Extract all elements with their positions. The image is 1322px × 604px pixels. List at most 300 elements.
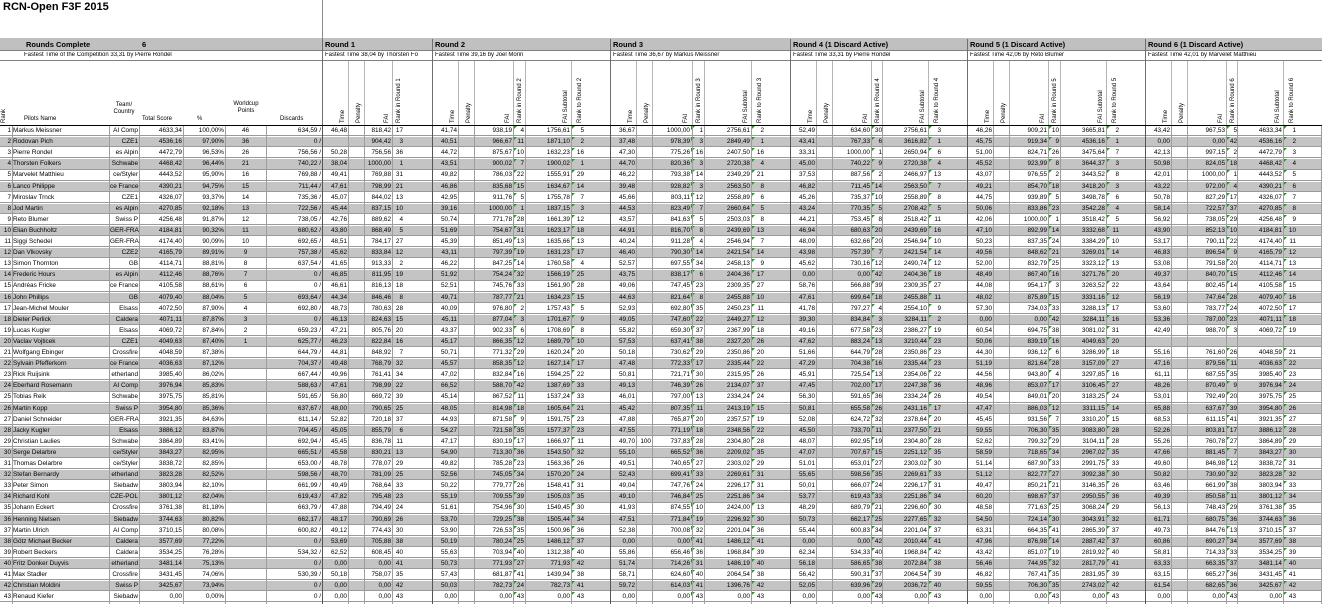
round-2-subtotal-cell[interactable]: 1486,12 [546, 537, 570, 545]
rank-cell[interactable]: 36 [3, 515, 11, 523]
round-3-rank-to-round-cell[interactable]: 39 [756, 548, 764, 556]
round-4-rank-to-round-cell[interactable]: 41 [933, 537, 941, 545]
round-4-subtotal-cell[interactable]: 2404,36 [903, 271, 927, 279]
round-4-subtotal-cell[interactable]: 2277,65 [903, 515, 927, 523]
round-3-penalty-cell[interactable] [636, 159, 652, 169]
round-1-penalty-cell[interactable] [348, 226, 364, 236]
round-5-time-cell[interactable]: 45,45 [976, 415, 992, 423]
round-3-penalty-cell[interactable] [636, 426, 652, 436]
round-6-penalty-cell[interactable] [1171, 581, 1187, 591]
round-2-rank-to-round-cell[interactable]: 22 [576, 371, 584, 379]
round-6-fai-cell[interactable]: 690,27 [1205, 537, 1225, 545]
round-1-time-cell[interactable]: 52,82 [331, 415, 347, 423]
round-4-subtotal-cell[interactable]: 2756,61 [903, 127, 927, 134]
round-6-rank-cell[interactable]: 17 [1229, 426, 1237, 434]
column-header-round-rank-to-round[interactable]: Rank to Round 4 [934, 77, 940, 123]
round-3-fai-cell[interactable]: 746,84 [670, 493, 690, 501]
round-5-time-cell[interactable]: 45,52 [976, 160, 992, 168]
round-2-rank-to-round-cell[interactable]: 3 [580, 204, 584, 212]
round-5-fai-cell[interactable]: 954,17 [1027, 282, 1047, 290]
round-4-time-cell[interactable]: 52,49 [799, 127, 815, 134]
round-2-rank-cell[interactable]: 11 [517, 138, 524, 146]
round-1-rank-cell[interactable]: 26 [395, 515, 403, 523]
total-score-cell[interactable]: 4114,71 [159, 260, 182, 268]
percent-cell[interactable]: 88,76% [202, 271, 224, 279]
round-1-rank-cell[interactable]: 39 [395, 393, 403, 401]
discards-cell[interactable]: 738,05 / [297, 215, 321, 223]
round-2-rank-to-round-cell[interactable]: 25 [576, 271, 584, 279]
round-1-rank-cell[interactable]: 41 [395, 559, 403, 567]
team-cell[interactable]: ce/Styler [113, 448, 138, 456]
round-5-subtotal-cell[interactable]: 3146,35 [1081, 482, 1105, 490]
round-2-rank-to-round-cell[interactable]: 32 [576, 448, 584, 456]
round-4-rank-cell[interactable]: 14 [874, 182, 882, 190]
round-1-rank-cell[interactable]: 42 [395, 582, 403, 590]
total-score-cell[interactable]: 3761,38 [158, 504, 182, 512]
round-5-penalty-cell[interactable] [993, 237, 1009, 247]
round-6-penalty-cell[interactable] [1171, 215, 1187, 225]
round-4-fai-cell[interactable]: 1000,00 [846, 149, 870, 157]
round-6-subtotal-cell[interactable]: 4165,79 [1258, 249, 1282, 257]
round-4-rank-to-round-cell[interactable]: 23 [933, 349, 941, 356]
round-4-subtotal-cell[interactable]: 3284,11 [904, 315, 927, 323]
worldcup-points-cell[interactable]: 15 [241, 182, 250, 190]
round-4-penalty-cell[interactable] [816, 148, 832, 158]
round-6-subtotal-cell[interactable]: 4536,16 [1258, 138, 1282, 146]
round-2-rank-cell[interactable]: 41 [516, 571, 524, 578]
round-5-subtotal-cell[interactable]: 2819,92 [1081, 548, 1105, 556]
round-6-time-cell[interactable]: 63,46 [1154, 482, 1170, 490]
round-4-fai-cell[interactable]: 797,27 [850, 304, 870, 312]
round-6-rank-cell[interactable]: 27 [1229, 437, 1237, 445]
round-6-penalty-cell[interactable] [1171, 126, 1187, 136]
round-4-rank-cell[interactable]: 20 [874, 226, 882, 234]
round-2-time-cell[interactable]: 50,19 [441, 537, 457, 545]
table-row[interactable] [0, 159, 1322, 169]
round-6-rank-cell[interactable]: 24 [1229, 304, 1237, 312]
round-2-fai-cell[interactable]: 902,33 [492, 326, 512, 334]
team-cell[interactable]: Swiss P [115, 404, 138, 412]
worldcup-points-cell[interactable]: 21 [241, 160, 250, 168]
round-4-penalty-cell[interactable] [816, 404, 832, 414]
round-3-rank-to-round-cell[interactable]: 21 [756, 171, 764, 179]
round-2-subtotal-cell[interactable]: 1439,94 [546, 571, 570, 578]
team-cell[interactable]: GER-FRA [110, 415, 139, 423]
round-1-penalty-cell[interactable] [348, 570, 364, 580]
round-2-penalty-cell[interactable] [458, 170, 474, 180]
round-3-penalty-cell[interactable]: 100 [640, 437, 651, 445]
round-2-rank-to-round-cell[interactable]: 4 [580, 260, 584, 268]
total-score-cell[interactable]: 3886,12 [158, 426, 182, 434]
round-3-fai-cell[interactable]: 746,39 [670, 382, 690, 390]
round-5-rank-to-round-cell[interactable]: 11 [1112, 226, 1119, 234]
round-3-subtotal-cell[interactable]: 1396,76 [726, 582, 750, 590]
round-5-rank-cell[interactable]: 1 [1055, 215, 1059, 223]
team-cell[interactable]: CZE1 [121, 193, 138, 201]
discards-cell[interactable]: 0 / [313, 559, 321, 567]
round-3-fai-cell[interactable]: 790,30 [670, 249, 690, 257]
team-cell[interactable]: Caldera [115, 537, 138, 545]
round-5-rank-to-round-cell[interactable]: 27 [1111, 382, 1119, 390]
round-6-penalty-cell[interactable] [1171, 470, 1187, 480]
round-1-rank-cell[interactable]: 4 [399, 215, 403, 223]
round-3-time-cell[interactable]: 52,38 [619, 526, 635, 534]
worldcup-points-cell[interactable]: 7 [243, 271, 248, 279]
round-6-subtotal-cell[interactable]: 4633,34 [1258, 127, 1282, 134]
round-6-rank-cell[interactable]: 20 [1229, 393, 1237, 401]
round-5-fai-cell[interactable]: 931,56 [1027, 415, 1047, 423]
round-2-subtotal-cell[interactable]: 1837,15 [546, 204, 570, 212]
round-2-rank-to-round-cell[interactable]: 2 [580, 138, 584, 146]
round-3-subtotal-cell[interactable]: 1968,84 [726, 548, 750, 556]
round-3-rank-to-round-cell[interactable]: 11 [757, 304, 764, 312]
round-6-subtotal-cell[interactable]: 4072,50 [1258, 304, 1282, 312]
rank-cell[interactable]: 18 [3, 315, 11, 323]
round-4-fai-cell[interactable]: 702,00 [850, 382, 870, 390]
round-3-rank-to-round-cell[interactable]: 18 [756, 326, 764, 334]
round-4-fai-cell[interactable]: 586,65 [850, 559, 870, 567]
round-6-penalty-cell[interactable] [1171, 381, 1187, 391]
round-6-subtotal-cell[interactable]: 4390,21 [1258, 182, 1282, 190]
round-2-rank-cell[interactable]: 32 [516, 271, 524, 279]
rank-cell[interactable]: 14 [3, 271, 11, 279]
round-6-fai-cell[interactable]: 988,70 [1205, 326, 1225, 334]
team-cell[interactable]: Crossfire [112, 504, 138, 512]
round-6-fai-cell[interactable]: 997,15 [1205, 149, 1225, 157]
round-1-rank-cell[interactable]: 25 [395, 471, 403, 479]
team-cell[interactable]: es Alpin [115, 204, 138, 212]
round-2-rank-cell[interactable]: 2 [520, 304, 524, 312]
round-2-fai-cell[interactable]: 835,68 [492, 182, 512, 190]
team-cell[interactable]: GER-FRA [110, 226, 139, 234]
round-6-rank-cell[interactable]: 5 [1233, 127, 1237, 134]
total-score-cell[interactable]: 3710,15 [158, 526, 182, 534]
round-6-penalty-cell[interactable] [1171, 237, 1187, 247]
round-5-time-cell[interactable]: 44,30 [976, 349, 992, 356]
round-5-rank-cell[interactable]: 17 [1051, 382, 1059, 390]
round-4-fai-cell[interactable]: 534,33 [850, 548, 870, 556]
round-5-fai-cell[interactable]: 853,07 [1027, 382, 1047, 390]
percent-cell[interactable]: 87,40% [202, 337, 224, 345]
round-2-rank-cell[interactable]: 10 [516, 149, 524, 157]
round-4-subtotal-cell[interactable]: 2546,94 [903, 238, 927, 245]
total-score-cell[interactable]: 3843,27 [158, 448, 182, 456]
round-2-fai-cell[interactable]: 851,49 [492, 238, 512, 245]
round-5-time-cell[interactable]: 60,20 [976, 493, 992, 501]
round-2-fai-cell[interactable]: 780,24 [492, 537, 512, 545]
round-6-rank-cell[interactable]: 2 [1233, 149, 1237, 157]
round-1-time-cell[interactable]: 50,28 [331, 149, 347, 157]
pilot-name-cell[interactable]: Rodovan Pich [13, 138, 53, 146]
round-2-subtotal-cell[interactable]: 1555,91 [546, 171, 570, 179]
round-5-penalty-cell[interactable] [993, 526, 1009, 536]
round-6-time-cell[interactable]: 48,26 [1154, 382, 1170, 390]
round-4-subtotal-cell[interactable]: 2303,02 [903, 460, 927, 467]
round-1-time-cell[interactable]: 49,96 [331, 371, 347, 379]
round-2-time-cell[interactable]: 42,95 [441, 193, 457, 201]
round-1-rank-cell[interactable]: 18 [395, 282, 403, 290]
round-4-time-cell[interactable]: 53,77 [799, 493, 815, 501]
round-6-time-cell[interactable]: 43,90 [1154, 226, 1170, 234]
round-2-time-cell[interactable]: 49,82 [441, 460, 457, 467]
round-5-subtotal-cell[interactable]: 2831,95 [1081, 571, 1105, 578]
round-4-time-cell[interactable]: 43,41 [799, 138, 815, 146]
round-6-subtotal-cell[interactable]: 3975,75 [1258, 393, 1282, 401]
round-4-rank-to-round-cell[interactable]: 23 [933, 337, 941, 345]
discards-cell[interactable]: 735,36 / [297, 193, 321, 201]
round-1-rank-cell[interactable]: 25 [395, 404, 403, 412]
round-5-fai-cell[interactable]: 886,03 [1027, 404, 1047, 412]
round-2-subtotal-cell[interactable]: 1500,96 [546, 526, 570, 534]
round-6-subtotal-cell[interactable]: 4326,07 [1258, 193, 1282, 201]
round-1-time-cell[interactable]: 48,73 [331, 304, 347, 312]
round-4-subtotal-cell[interactable]: 2269,61 [903, 471, 927, 479]
round-1-fai-cell[interactable]: 784,17 [371, 238, 391, 245]
round-2-penalty-cell[interactable] [458, 226, 474, 236]
round-2-fai-cell[interactable]: 729,25 [492, 515, 512, 523]
worldcup-points-cell[interactable] [225, 492, 266, 502]
round-4-penalty-cell[interactable] [816, 270, 832, 280]
round-3-rank-cell[interactable]: 40 [695, 571, 703, 578]
round-4-time-cell[interactable]: 45,62 [799, 260, 815, 268]
round-2-subtotal-cell[interactable]: 1701,67 [546, 315, 570, 323]
rank-cell[interactable]: 6 [7, 182, 11, 190]
percent-cell[interactable]: 87,12% [202, 360, 224, 368]
round-4-subtotal-cell[interactable]: 2490,74 [903, 260, 927, 268]
worldcup-points-cell[interactable] [225, 381, 266, 391]
round-6-fai-cell[interactable]: 881,45 [1205, 448, 1225, 456]
round-5-subtotal-cell[interactable]: 3332,68 [1081, 226, 1105, 234]
round-2-rank-cell[interactable]: 16 [516, 371, 524, 379]
round-3-fai-cell[interactable]: 838,17 [670, 271, 690, 279]
round-1-penalty-cell[interactable] [348, 270, 364, 280]
round-6-penalty-cell[interactable] [1171, 359, 1187, 369]
round-4-rank-cell[interactable]: 43 [874, 593, 882, 601]
round-3-fai-cell[interactable]: 775,26 [670, 149, 690, 157]
round-3-penalty-cell[interactable] [636, 137, 652, 147]
round-4-time-cell[interactable]: 47,45 [799, 382, 815, 390]
round-4-time-cell[interactable]: 47,61 [799, 293, 815, 301]
percent-cell[interactable]: 85,83% [202, 382, 224, 390]
round-6-time-cell[interactable]: 50,78 [1154, 193, 1170, 201]
round-1-time-cell[interactable]: 56,80 [331, 393, 347, 401]
pilot-name-cell[interactable]: Götz Michael Becker [13, 537, 72, 545]
rank-cell[interactable]: 2 [7, 138, 11, 146]
round-2-rank-to-round-cell[interactable]: 7 [580, 193, 584, 201]
round-4-fai-cell[interactable]: 834,84 [850, 315, 870, 323]
round-6-penalty-cell[interactable] [1171, 337, 1187, 347]
round-1-penalty-cell[interactable] [348, 170, 364, 180]
round-4-fai-cell[interactable]: 632,66 [850, 238, 870, 245]
round-5-subtotal-cell[interactable]: 3271,76 [1081, 271, 1105, 279]
round-4-time-cell[interactable]: 52,05 [799, 582, 815, 590]
round-3-time-cell[interactable]: 57,53 [619, 337, 635, 345]
percent-cell[interactable]: 80,08% [202, 526, 224, 534]
round-3-time-cell[interactable]: 46,22 [619, 171, 635, 179]
discards-cell[interactable]: 663,79 / [297, 504, 321, 512]
team-cell[interactable]: Schwabe [111, 160, 138, 168]
round-5-rank-to-round-cell[interactable]: 37 [1111, 526, 1119, 534]
round-3-subtotal-cell[interactable]: 2756,61 [726, 127, 750, 134]
round-4-time-cell[interactable]: 46,82 [799, 182, 815, 190]
round-6-time-cell[interactable]: 56,92 [1154, 215, 1170, 223]
round-1-time-cell[interactable]: 41,65 [331, 260, 347, 268]
discards-cell[interactable]: 653,00 / [297, 460, 321, 467]
round-2-fai-cell[interactable]: 858,35 [492, 360, 512, 368]
round-4-penalty-cell[interactable] [816, 592, 832, 602]
round-4-time-cell[interactable]: 48,07 [799, 437, 815, 445]
worldcup-points-cell[interactable] [225, 392, 266, 402]
round-3-subtotal-cell[interactable]: 2558,89 [726, 193, 750, 201]
round-6-time-cell[interactable]: 56,19 [1154, 293, 1170, 301]
round-3-subtotal-cell[interactable]: 2335,44 [726, 360, 750, 368]
total-score-cell[interactable]: 3534,25 [158, 548, 182, 556]
team-cell[interactable]: Siebadw [113, 482, 138, 490]
round-5-time-cell[interactable]: 52,62 [976, 437, 992, 445]
round-2-penalty-cell[interactable] [458, 215, 474, 225]
round-4-subtotal-cell[interactable]: 2036,72 [903, 582, 927, 590]
round-5-subtotal-cell[interactable]: 3542,28 [1081, 204, 1105, 212]
round-4-penalty-cell[interactable] [816, 348, 832, 358]
round-3-time-cell[interactable]: 49,70 [619, 437, 635, 445]
rank-cell[interactable]: 31 [3, 460, 11, 467]
round-1-rank-cell[interactable]: 22 [395, 382, 403, 390]
round-2-fai-cell[interactable]: 588,70 [492, 382, 512, 390]
round-2-fai-cell[interactable]: 745,05 [492, 471, 512, 479]
round-5-rank-cell[interactable]: 25 [1051, 260, 1059, 268]
round-2-time-cell[interactable]: 47,17 [441, 437, 457, 445]
round-2-time-cell[interactable]: 46,86 [441, 182, 457, 190]
round-5-rank-to-round-cell[interactable]: 3 [1115, 182, 1119, 190]
round-4-fai-cell[interactable]: 639,96 [850, 582, 870, 590]
round-3-penalty-cell[interactable] [636, 237, 652, 247]
round-3-fai-cell[interactable]: 747,45 [670, 282, 690, 290]
round-2-penalty-cell[interactable] [458, 359, 474, 369]
round-3-rank-cell[interactable]: 10 [695, 504, 703, 512]
pilot-name-cell[interactable]: Thomas Delarbre [13, 460, 63, 467]
round-4-fai-cell[interactable]: 677,58 [850, 326, 870, 334]
round-2-penalty-cell[interactable] [458, 259, 474, 269]
round-4-penalty-cell[interactable] [816, 226, 832, 236]
round-4-penalty-cell[interactable] [816, 337, 832, 347]
round-4-penalty-cell[interactable] [816, 193, 832, 203]
round-1-penalty-cell[interactable] [348, 259, 364, 269]
round-2-rank-cell[interactable]: 25 [516, 537, 524, 545]
round-3-subtotal-cell[interactable]: 2503,03 [726, 215, 750, 223]
round-4-subtotal-cell[interactable]: 2558,89 [903, 193, 927, 201]
round-3-time-cell[interactable]: 49,13 [619, 382, 635, 390]
round-4-rank-to-round-cell[interactable]: 37 [933, 526, 941, 534]
worldcup-points-cell[interactable]: 46 [241, 127, 250, 134]
round-3-subtotal-cell[interactable]: 2563,50 [726, 182, 750, 190]
round-4-penalty-cell[interactable] [816, 437, 832, 447]
team-cell[interactable]: ce France [110, 360, 139, 368]
pilot-name-cell[interactable]: Peter Simon [13, 482, 49, 490]
round-1-fai-cell[interactable]: 1000,00 [367, 160, 391, 168]
round-1-penalty-cell[interactable] [348, 315, 364, 325]
round-3-time-cell[interactable]: 49,04 [619, 482, 635, 490]
round-4-fai-cell[interactable]: 655,58 [850, 404, 870, 412]
worldcup-points-cell[interactable] [225, 503, 266, 513]
round-3-fai-cell[interactable]: 624,60 [670, 571, 690, 578]
round-3-fai-cell[interactable]: 697,55 [670, 260, 690, 268]
round-1-time-cell[interactable]: 47,61 [331, 382, 347, 390]
total-score-cell[interactable]: 4036,63 [158, 360, 182, 368]
column-header-round-penalty[interactable]: Penalty [1179, 102, 1185, 123]
round-1-fai-cell[interactable]: 608,45 [371, 548, 391, 556]
round-2-time-cell[interactable]: 50,03 [441, 582, 457, 590]
team-cell[interactable]: CZE1 [121, 337, 138, 345]
team-cell[interactable]: Siebadw [113, 515, 138, 523]
round-4-penalty-cell[interactable] [816, 259, 832, 269]
round-4-fai-cell[interactable]: 883,24 [850, 337, 870, 345]
round-2-penalty-cell[interactable] [458, 281, 474, 291]
round-1-time-cell[interactable]: 42,76 [331, 215, 347, 223]
round-2-rank-cell[interactable]: 5 [520, 193, 524, 201]
round-3-subtotal-cell[interactable]: 2449,27 [726, 315, 750, 323]
rank-cell[interactable]: 7 [7, 193, 11, 201]
round-4-penalty-cell[interactable] [816, 548, 832, 558]
round-1-fai-cell[interactable]: 855,79 [371, 426, 391, 434]
round-3-penalty-cell[interactable] [636, 492, 652, 502]
round-6-fai-cell[interactable]: 827,29 [1205, 193, 1225, 201]
round-3-time-cell[interactable]: 37,48 [619, 138, 635, 146]
table-row[interactable] [0, 515, 1322, 525]
round-4-fai-cell[interactable]: 598,56 [850, 471, 870, 479]
round-3-subtotal-cell[interactable]: 2348,56 [726, 426, 750, 434]
round-1-fai-cell[interactable]: 769,88 [371, 171, 391, 179]
round-6-time-cell[interactable]: 60,86 [1154, 537, 1170, 545]
round-3-rank-cell[interactable]: 27 [695, 460, 703, 467]
round-5-penalty-cell[interactable] [993, 370, 1009, 380]
round-2-rank-cell[interactable]: 3 [520, 315, 524, 323]
round-5-rank-cell[interactable]: 38 [1051, 326, 1059, 334]
round-3-rank-cell[interactable]: 41 [695, 582, 703, 590]
worldcup-points-cell[interactable]: 13 [241, 204, 250, 212]
round-2-time-cell[interactable]: 40,51 [441, 138, 457, 146]
round-4-fai-cell[interactable]: 600,83 [850, 526, 870, 534]
round-5-penalty-cell[interactable] [993, 293, 1009, 303]
round-1-rank-cell[interactable]: 13 [395, 193, 403, 201]
pilot-name-cell[interactable]: Martin Ulrich [13, 526, 49, 534]
round-3-rank-cell[interactable]: 8 [699, 226, 703, 234]
round-4-rank-cell[interactable]: 42 [874, 271, 882, 279]
rank-cell[interactable]: 5 [7, 171, 11, 179]
round-6-penalty-cell[interactable] [1171, 426, 1187, 436]
round-5-penalty-cell[interactable] [993, 437, 1009, 447]
round-3-rank-to-round-cell[interactable]: 1 [760, 138, 764, 146]
round-1-rank-cell[interactable]: 27 [395, 238, 403, 245]
round-4-time-cell[interactable]: 47,62 [799, 337, 815, 345]
round-3-fai-cell[interactable]: 803,11 [670, 193, 690, 201]
round-1-fai-cell[interactable]: 798,99 [371, 382, 391, 390]
team-cell[interactable]: Elsass [119, 326, 138, 334]
round-6-subtotal-cell[interactable]: 4105,58 [1258, 282, 1282, 290]
round-6-subtotal-cell[interactable]: 3481,14 [1258, 559, 1282, 567]
worldcup-points-cell[interactable] [225, 581, 266, 591]
round-2-penalty-cell[interactable] [458, 126, 474, 136]
team-cell[interactable]: etherland [111, 559, 138, 567]
round-6-subtotal-cell[interactable]: 4048,59 [1258, 349, 1282, 356]
round-4-subtotal-cell[interactable]: 2518,42 [903, 215, 927, 223]
round-6-time-cell[interactable]: 53,01 [1154, 393, 1170, 401]
round-6-subtotal-cell[interactable]: 3954,80 [1258, 404, 1282, 412]
round-5-subtotal-cell[interactable]: 3288,13 [1081, 304, 1105, 312]
pilot-name-cell[interactable]: Simon Thornton [13, 260, 59, 268]
column-header-round-fai-subtotal[interactable]: FAI Subtotal [920, 90, 926, 123]
round-4-penalty-cell[interactable] [816, 381, 832, 391]
round-3-time-cell[interactable]: 58,71 [619, 571, 635, 578]
